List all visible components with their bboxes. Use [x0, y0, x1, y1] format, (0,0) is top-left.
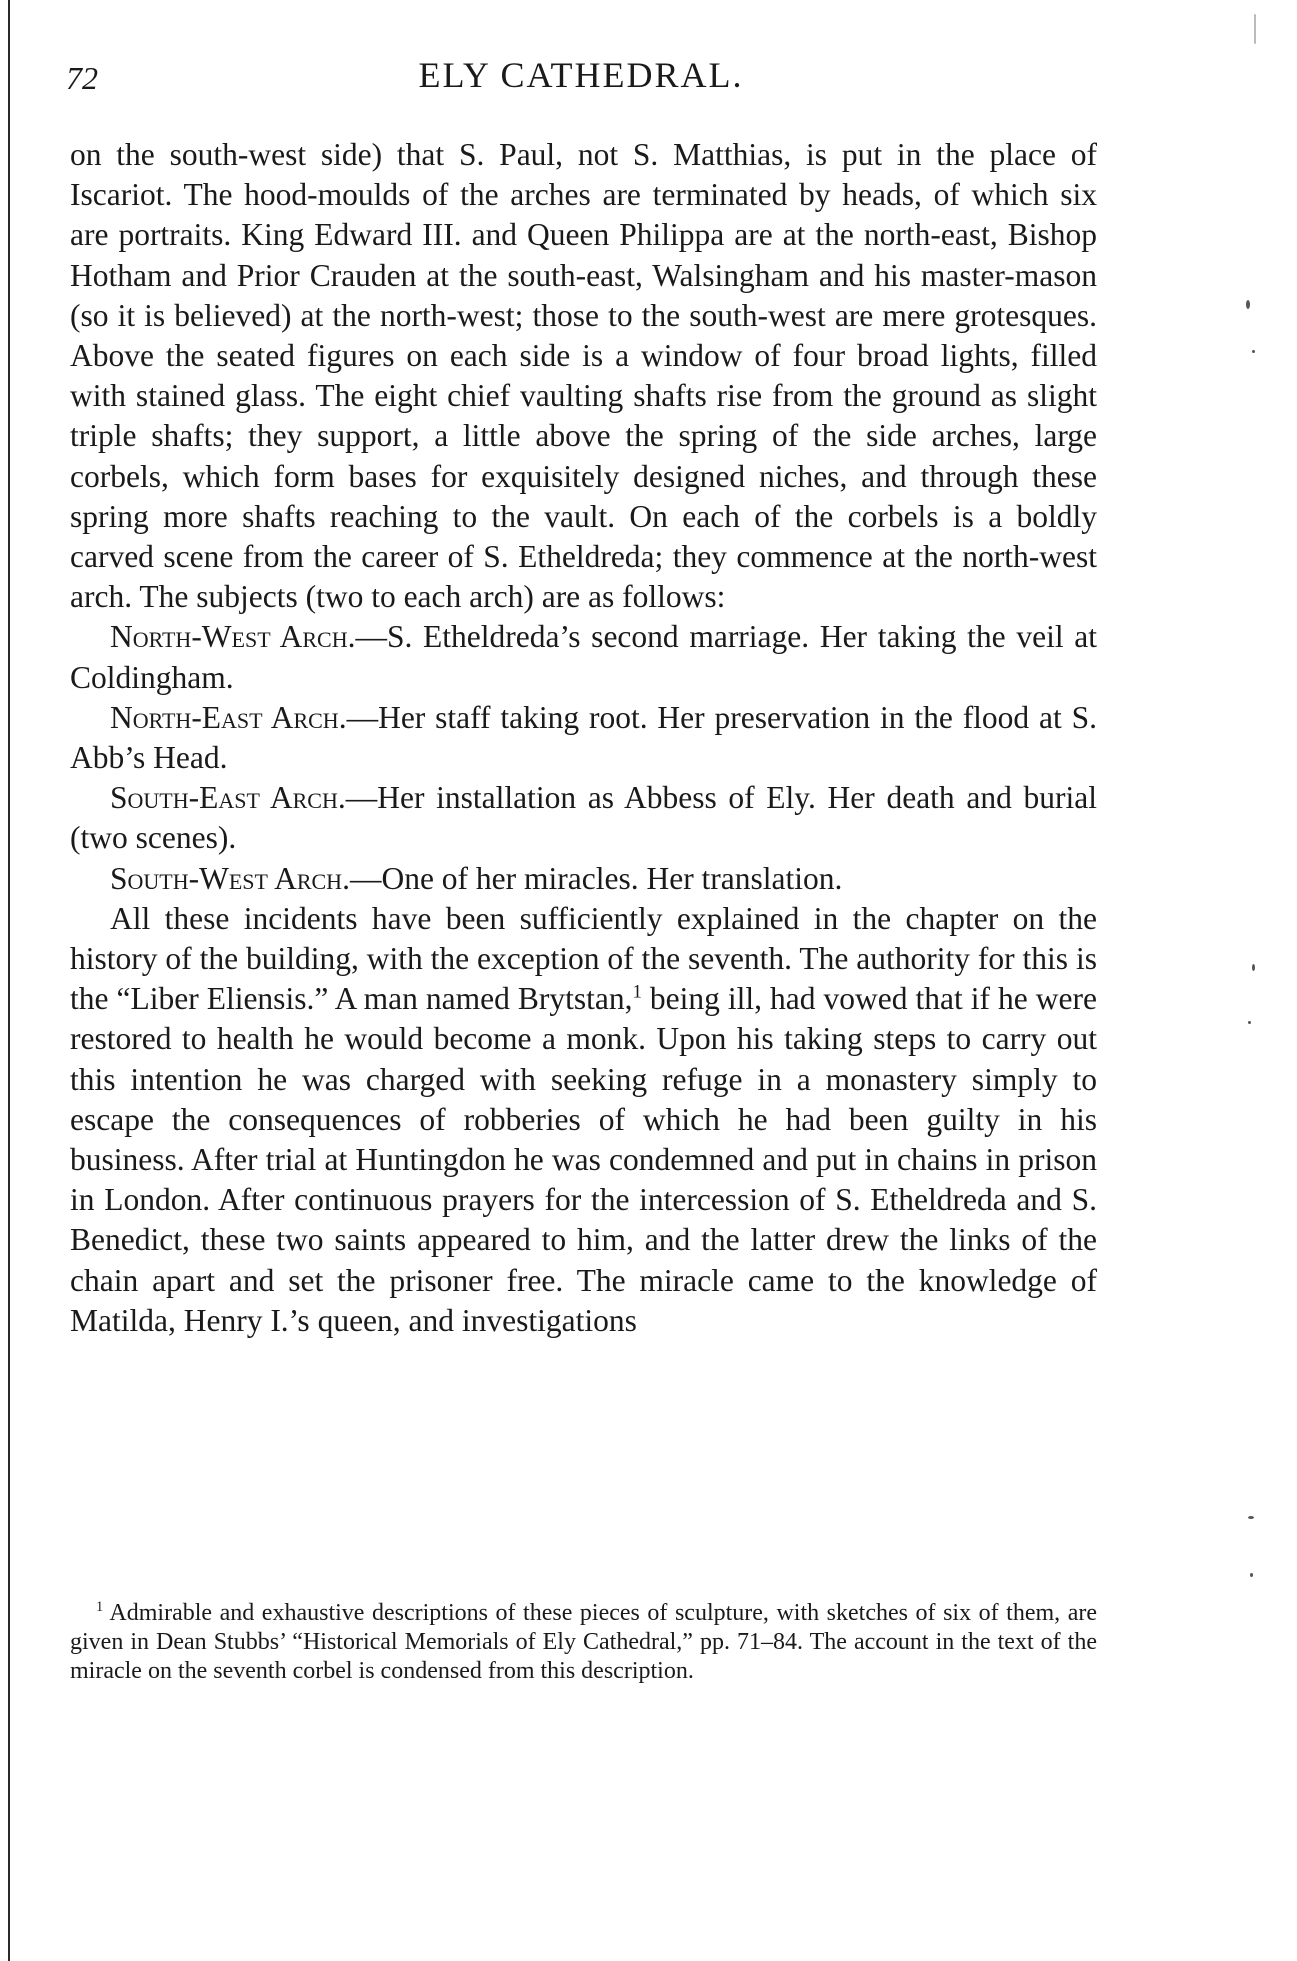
arch-heading: South-West Arch. — [110, 860, 350, 896]
footnote-marker: 1 — [96, 1599, 104, 1615]
print-speck — [1250, 1573, 1253, 1577]
arch-entry-south-west — [70, 859, 1097, 899]
print-speck — [1252, 964, 1255, 971]
footnote-text: Admirable and exhaustive descriptions of these pieces of sculpture, with sketches of six of them, are given in Dean Stubbs’ “Historical Memorials of Ely Cathedral,” pp. 71–84. The account in the text of the miracle on the seventh corbel is condensed from this description. — [70, 1600, 1097, 1684]
miracle-text-start: All these incidents have been sufficiently explained in the chapter on the history of the building, with the exception of the seventh. The authority for this is the “Liber Eliensis.” A man named Brytstan, — [70, 900, 1097, 1017]
page-header — [66, 54, 1096, 106]
running-title: ELY CATHEDRAL. — [418, 55, 744, 95]
print-speck — [1254, 14, 1256, 44]
arch-description: —S. Etheldreda’s second marriage. Her taking the veil at Coldingham. — [70, 619, 1097, 695]
print-speck — [1248, 1516, 1254, 1519]
footnote-reference: 1 — [632, 981, 642, 1003]
arch-heading: South-East Arch. — [110, 780, 346, 816]
arch-description: —Her installation as Abbess of Ely. Her death and burial (two scenes). — [70, 780, 1097, 856]
arch-heading: North-East Arch. — [110, 699, 347, 735]
paragraph-miracle — [70, 899, 1097, 1341]
arch-heading: North-West Arch. — [110, 619, 356, 655]
arch-entry-north-east — [70, 698, 1097, 778]
miracle-text-end: being ill, had vowed that if he were restored to health he would become a monk. Upon his taking steps to carry out this intention he was charged with seeking refuge in a monastery simply to escape the consequences of robberies of which he had been guilty in his business. After trial at Huntingdon he was condemned and put in chains in prison in London. After continuous prayers for the intercession of S. Etheldreda and S. Benedict, these two saints appeared to him, and the latter drew the links of the chain apart and set the prisoner free. The miracle came to the knowledge of Matilda, Henry I.’s queen, and investigations — [70, 981, 1097, 1338]
arch-description: —Her staff taking root. Her preservation in the flood at S. Abb’s Head. — [70, 699, 1097, 776]
print-speck — [1252, 350, 1255, 353]
page-number: 72 — [66, 60, 98, 96]
body-text — [70, 135, 1097, 1341]
page-edge-rule — [8, 0, 10, 1961]
paragraph-continuation: on the south-west side) that S. Paul, not S. Matthias, is put in the place of Iscariot. The hood-moulds of the arches are terminated by heads, of which six are portraits. King Edward III. and Queen Philippa are at the north-east, Bishop Hotham and Prior Crauden at the south-east, Walsingham and his master-mason (so it is believed) at the north-west; those to the south-west are mere grotesques. Above the seated figures on each side is a window of four broad lights, filled with stained glass. The eight chief vaulting shafts rise from the ground as slight triple shafts; they support, a little above the spring of the side arches, large corbels, which form bases for exquisitely designed niches, and through these spring more shafts reaching to the vault. On each of the corbels is a boldly carved scene from the career of S. Etheldreda; they commence at the north-west arch. The subjects (two to each arch) are as follows: — [70, 137, 1097, 615]
arch-description: —One of her miracles. Her translation. — [349, 860, 843, 896]
arch-entry-south-east — [70, 778, 1097, 858]
print-speck — [1248, 1021, 1251, 1024]
footnote — [70, 1599, 1097, 1686]
footnote-paragraph — [70, 1599, 1097, 1686]
arch-entry-north-west — [70, 617, 1097, 697]
print-speck — [1246, 300, 1250, 309]
